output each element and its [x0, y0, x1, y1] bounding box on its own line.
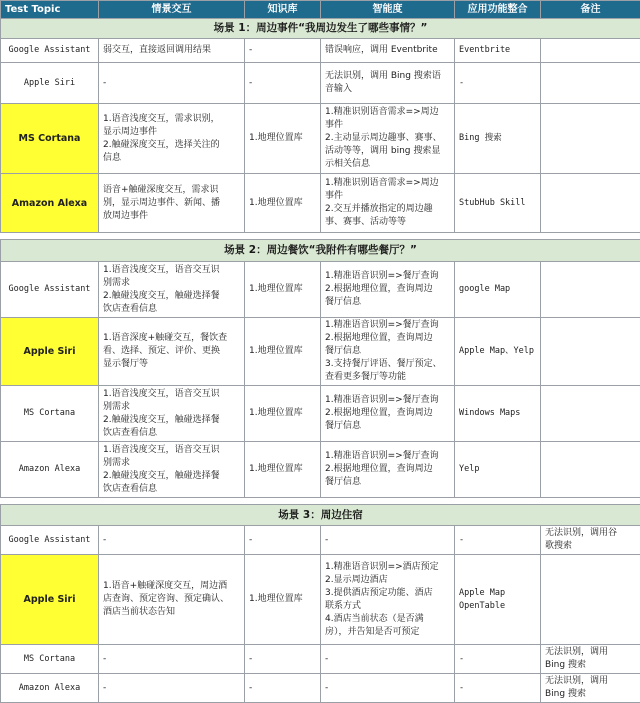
cell-line: 1.精准语音识别=>餐厅查询: [325, 450, 450, 463]
header-integration: 应用功能整合: [455, 1, 541, 19]
table-body: [1, 19, 640, 703]
cell-line: 2.根据地理位置，查询周边: [325, 283, 450, 296]
cell-integration: [455, 318, 541, 386]
header-knowledge: 知识库: [245, 1, 321, 19]
cell-line: 1.语音+触碰深度交互，周边酒: [103, 580, 240, 593]
cell-line: 别需求: [103, 457, 240, 470]
header-interaction: 情景交互: [99, 1, 245, 19]
cell-line: 2.主动显示周边趣事、赛事、: [325, 132, 450, 145]
table-row: [1, 645, 640, 674]
cell-interaction: [99, 386, 245, 442]
header-intelligence: 智能度: [321, 1, 455, 19]
cell-line: 别需求: [103, 277, 240, 290]
cell-line: 无法识别，调用谷: [545, 527, 636, 540]
cell-knowledge: -: [245, 674, 321, 703]
cell-notes: [541, 674, 640, 703]
cell-knowledge: 1.地理位置库: [245, 555, 321, 645]
cell-line: 酒店当前状态告知: [103, 606, 240, 619]
cell-line: 饮店查看信息: [103, 483, 240, 496]
cell-interaction: [99, 318, 245, 386]
cell-notes: [541, 63, 640, 104]
cell-line: 别需求: [103, 401, 240, 414]
cell-notes: [541, 442, 640, 498]
cell-line: 1.精准识别语音需求=>周边: [325, 177, 450, 190]
header-row: [1, 1, 640, 19]
cell-interaction: [99, 442, 245, 498]
cell-line: 3.提供酒店预定功能、酒店: [325, 587, 450, 600]
cell-line: 无法识别，调用: [545, 646, 636, 659]
cell-line: 2.根据地理位置，查询周边: [325, 332, 450, 345]
header-test-topic: Test Topic: [1, 1, 99, 19]
cell-line: 活动等等，调用 bing 搜索显: [325, 145, 450, 158]
cell-notes: [541, 174, 640, 233]
scene-row: [1, 19, 640, 39]
cell-line: google Map: [459, 283, 536, 296]
table-row: [1, 674, 640, 703]
cell-line: Bing 搜索: [545, 688, 636, 701]
cell-line: 2.交互并播放指定的周边趣: [325, 203, 450, 216]
table-row: [1, 104, 640, 174]
cell-test-topic: Amazon Alexa: [1, 174, 99, 233]
cell-line: 无法识别，调用 Bing 搜索语: [325, 70, 450, 83]
cell-notes: [541, 39, 640, 63]
cell-line: 别，显示周边事件、新闻、播: [103, 197, 240, 210]
cell-line: 1.精准语音识别=>餐厅查询: [325, 394, 450, 407]
cell-test-topic: MS Cortana: [1, 645, 99, 674]
cell-intelligence: [321, 645, 455, 674]
cell-line: 1.精准识别语音需求=>周边: [325, 106, 450, 119]
cell-line: 2.触碰浅度交互，触碰选择餐: [103, 470, 240, 483]
cell-integration: [455, 39, 541, 63]
cell-line: -: [103, 682, 240, 695]
cell-interaction: [99, 262, 245, 318]
table-row: [1, 262, 640, 318]
cell-test-topic: MS Cortana: [1, 104, 99, 174]
cell-integration: [455, 386, 541, 442]
cell-line: 无法识别，调用: [545, 675, 636, 688]
cell-line: 1.语音浅度交互，语音交互识: [103, 264, 240, 277]
cell-intelligence: [321, 555, 455, 645]
cell-line: 1.语音浅度交互，需求识别，: [103, 113, 240, 126]
cell-interaction: [99, 39, 245, 63]
cell-test-topic: Apple Siri: [1, 318, 99, 386]
cell-interaction: [99, 674, 245, 703]
cell-integration: [455, 262, 541, 318]
cell-line: 1.精准语音识别=>餐厅查询: [325, 319, 450, 332]
cell-line: 歌搜索: [545, 540, 636, 553]
cell-intelligence: [321, 39, 455, 63]
cell-line: 2.根据地理位置，查询周边: [325, 463, 450, 476]
cell-line: 放周边事件: [103, 210, 240, 223]
cell-notes: [541, 386, 640, 442]
cell-line: 餐厅信息: [325, 296, 450, 309]
cell-intelligence: [321, 442, 455, 498]
cell-line: 饮店查看信息: [103, 427, 240, 440]
cell-integration: [455, 526, 541, 555]
cell-line: Apple Map: [459, 587, 536, 600]
cell-knowledge: -: [245, 645, 321, 674]
cell-line: -: [325, 682, 450, 695]
cell-notes: [541, 526, 640, 555]
section-spacer: [1, 498, 640, 505]
cell-line: 店查询、预定咨询、预定确认、: [103, 593, 240, 606]
cell-line: 音输入: [325, 83, 450, 96]
cell-test-topic: Apple Siri: [1, 555, 99, 645]
cell-intelligence: [321, 104, 455, 174]
cell-line: -: [103, 534, 240, 547]
cell-line: 餐厅信息: [325, 420, 450, 433]
cell-line: 1.精准语音识别=>餐厅查询: [325, 270, 450, 283]
cell-line: 示相关信息: [325, 158, 450, 171]
cell-line: StubHub Skill: [459, 197, 536, 210]
cell-line: 显示餐厅等: [103, 358, 240, 371]
cell-test-topic: MS Cortana: [1, 386, 99, 442]
cell-line: 3.支持餐厅评语、餐厅预定、: [325, 358, 450, 371]
cell-line: Yelp: [459, 463, 536, 476]
cell-intelligence: [321, 174, 455, 233]
scene-title: 场景 2：周边餐饮“我附件有哪些餐厅？”: [1, 240, 640, 262]
cell-line: 2.触碰浅度交互，触碰选择餐: [103, 290, 240, 303]
cell-line: Eventbrite: [459, 44, 536, 57]
cell-knowledge: -: [245, 526, 321, 555]
cell-interaction: [99, 174, 245, 233]
cell-line: -: [103, 653, 240, 666]
cell-line: 弱交互，直接返回调用结果: [103, 44, 240, 57]
cell-line: 1.语音浅度交互，语音交互识: [103, 444, 240, 457]
cell-intelligence: [321, 526, 455, 555]
table-row: [1, 318, 640, 386]
scene-title: 场景 1：周边事件“我周边发生了哪些事情？”: [1, 19, 640, 39]
cell-knowledge: 1.地理位置库: [245, 318, 321, 386]
cell-line: 查看更多餐厅等功能: [325, 371, 450, 384]
cell-line: 1.语音深度+触碰交互，餐饮查: [103, 332, 240, 345]
cell-knowledge: -: [245, 39, 321, 63]
cell-interaction: [99, 555, 245, 645]
cell-interaction: [99, 63, 245, 104]
cell-knowledge: 1.地理位置库: [245, 104, 321, 174]
cell-knowledge: 1.地理位置库: [245, 174, 321, 233]
cell-line: 1.语音浅度交互，语音交互识: [103, 388, 240, 401]
cell-line: 饮店查看信息: [103, 303, 240, 316]
cell-integration: [455, 442, 541, 498]
cell-line: 2.根据地理位置，查询周边: [325, 407, 450, 420]
cell-intelligence: [321, 262, 455, 318]
cell-line: -: [325, 653, 450, 666]
cell-integration: [455, 645, 541, 674]
cell-test-topic: Google Assistant: [1, 262, 99, 318]
cell-test-topic: Amazon Alexa: [1, 442, 99, 498]
cell-line: -: [325, 534, 450, 547]
cell-test-topic: Amazon Alexa: [1, 674, 99, 703]
table-row: [1, 555, 640, 645]
cell-line: 错误响应，调用 Eventbrite: [325, 44, 450, 57]
cell-intelligence: [321, 386, 455, 442]
cell-intelligence: [321, 63, 455, 104]
cell-intelligence: [321, 318, 455, 386]
cell-line: OpenTable: [459, 600, 536, 613]
cell-line: -: [459, 653, 536, 666]
cell-notes: [541, 318, 640, 386]
cell-integration: [455, 174, 541, 233]
table-row: [1, 442, 640, 498]
cell-knowledge: 1.地理位置库: [245, 386, 321, 442]
table-row: [1, 63, 640, 104]
cell-line: 联系方式: [325, 600, 450, 613]
cell-line: 事、赛事、活动等等: [325, 216, 450, 229]
cell-line: 餐厅信息: [325, 476, 450, 489]
table-row: [1, 386, 640, 442]
cell-line: -: [103, 77, 240, 90]
cell-line: 2.触碰深度交互，选择关注的: [103, 139, 240, 152]
cell-interaction: [99, 645, 245, 674]
cell-intelligence: [321, 674, 455, 703]
spacer-cell: [1, 498, 640, 505]
cell-notes: [541, 555, 640, 645]
scene-row: [1, 240, 640, 262]
cell-knowledge: 1.地理位置库: [245, 442, 321, 498]
cell-line: 2.显示周边酒店: [325, 574, 450, 587]
table-row: [1, 39, 640, 63]
cell-integration: [455, 104, 541, 174]
cell-line: 1.精准语音识别=>酒店预定: [325, 561, 450, 574]
table-row: [1, 526, 640, 555]
cell-integration: [455, 555, 541, 645]
section-spacer: [1, 233, 640, 240]
table-row: [1, 174, 640, 233]
cell-knowledge: 1.地理位置库: [245, 262, 321, 318]
cell-test-topic: Apple Siri: [1, 63, 99, 104]
cell-line: Bing 搜索: [459, 132, 536, 145]
cell-knowledge: -: [245, 63, 321, 104]
cell-line: -: [459, 534, 536, 547]
scene-title: 场景 3：周边住宿: [1, 505, 640, 526]
cell-interaction: [99, 104, 245, 174]
scene-row: [1, 505, 640, 526]
cell-integration: [455, 674, 541, 703]
cell-line: -: [459, 682, 536, 695]
cell-notes: [541, 104, 640, 174]
cell-line: Apple Map、Yelp: [459, 345, 536, 358]
cell-test-topic: Google Assistant: [1, 39, 99, 63]
cell-notes: [541, 645, 640, 674]
cell-line: 4.酒店当前状态（是否满: [325, 613, 450, 626]
cell-line: 语音+触碰深度交互，需求识: [103, 184, 240, 197]
cell-interaction: [99, 526, 245, 555]
cell-test-topic: Google Assistant: [1, 526, 99, 555]
cell-line: 事件: [325, 119, 450, 132]
cell-line: 信息: [103, 152, 240, 165]
cell-notes: [541, 262, 640, 318]
header-notes: 备注: [541, 1, 640, 19]
cell-line: 2.触碰浅度交互，触碰选择餐: [103, 414, 240, 427]
cell-line: 事件: [325, 190, 450, 203]
cell-integration: [455, 63, 541, 104]
cell-line: 餐厅信息: [325, 345, 450, 358]
cell-line: 显示周边事件: [103, 126, 240, 139]
cell-line: Bing 搜索: [545, 659, 636, 672]
spacer-cell: [1, 233, 640, 240]
cell-line: 看、选择、预定、评价、更换: [103, 345, 240, 358]
cell-line: Windows Maps: [459, 407, 536, 420]
cell-line: -: [459, 77, 536, 90]
cell-line: 房），并告知是否可预定: [325, 626, 450, 639]
